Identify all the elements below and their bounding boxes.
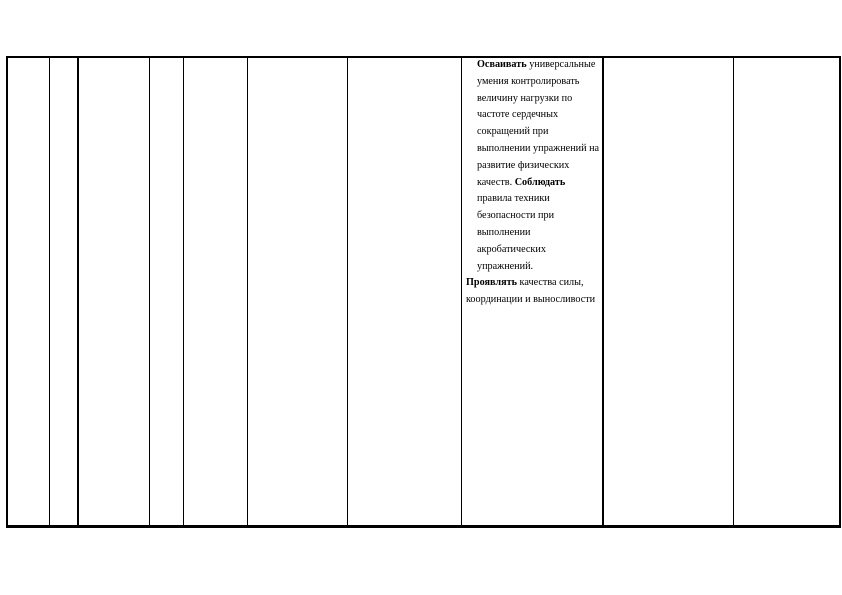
- activity-verb-2: Соблюдать: [514, 176, 566, 188]
- activity-verb-1: Осваивать: [477, 59, 527, 70]
- table-cell-col-10: [734, 57, 840, 526]
- activity-text-3: качества силы, координации и выносливости: [466, 277, 596, 306]
- table-cell-col-4: [150, 57, 184, 526]
- activity-paragraph-1: [466, 57, 600, 275]
- activities-text: [462, 57, 602, 309]
- activity-verb-3: Проявлять: [466, 277, 517, 289]
- table-cell-col-6: [248, 57, 348, 526]
- table-cell-activities: [462, 57, 603, 526]
- table-cell-col-5: [184, 57, 248, 526]
- table-cell-col-1: [7, 57, 50, 526]
- table-cell-col-2: [50, 57, 78, 526]
- activity-text-2: правила техники безопасности при выполнении акробатических упражнений.: [477, 193, 555, 272]
- table-cell-col-9: [603, 57, 734, 526]
- table-row: [7, 57, 840, 526]
- activity-text-1: универсальные умения контролировать величину нагрузки по частоте сердечных сокращений при выполнении упражнений на развитие физических качеств.: [477, 59, 600, 188]
- activity-paragraph-3: [466, 275, 600, 309]
- table-cell-col-7: [348, 57, 462, 526]
- document-table: [6, 56, 840, 526]
- table-cell-col-3: [78, 57, 150, 526]
